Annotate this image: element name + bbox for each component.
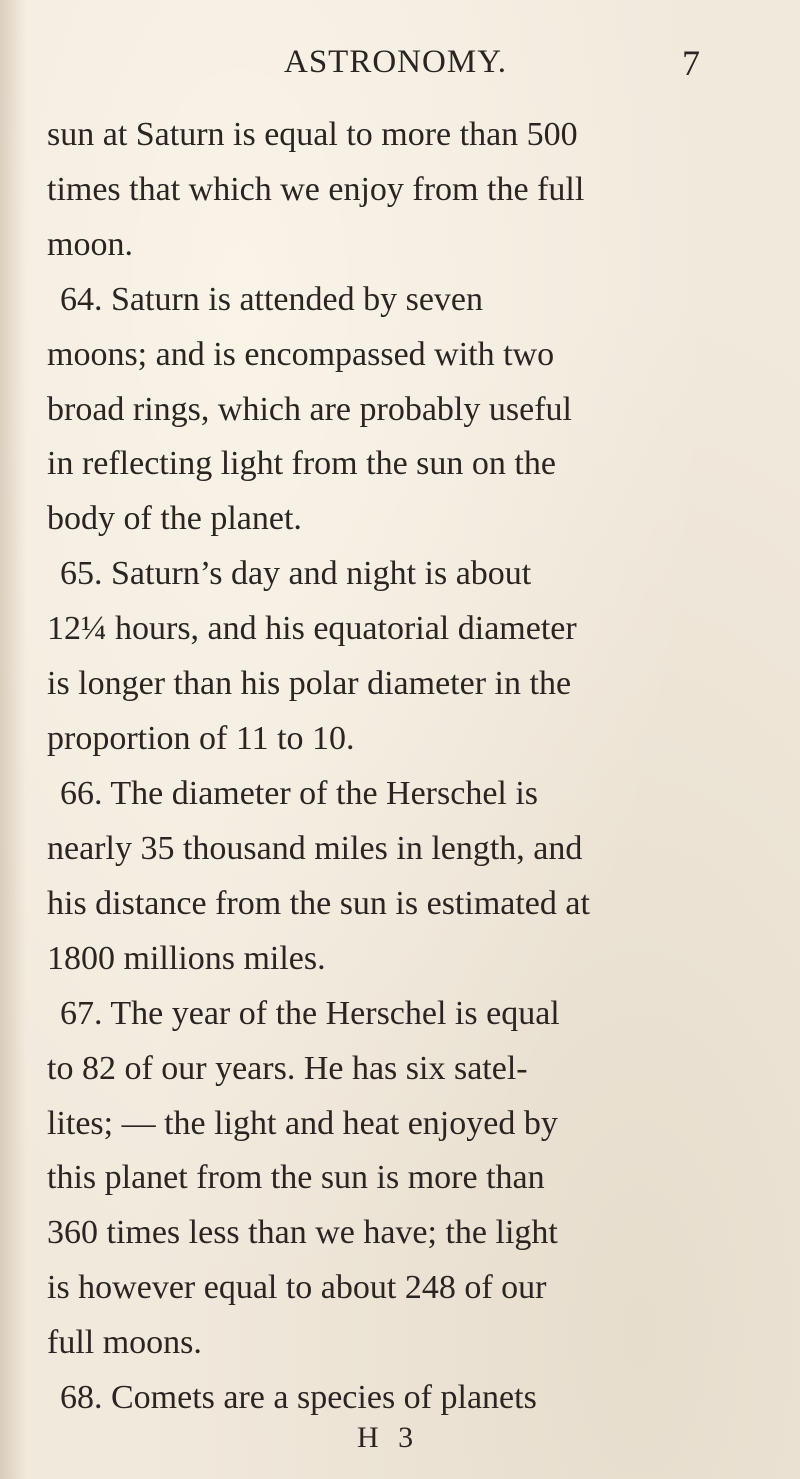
text-line: 67. The year of the Herschel is equal: [60, 995, 560, 1032]
text-line: body of the planet.: [47, 500, 302, 537]
page-number: 7: [682, 43, 700, 83]
text-line: in reflecting light from the sun on the: [47, 445, 556, 482]
text-line: full moons.: [47, 1324, 202, 1361]
text-line: is however equal to about 248 of our: [47, 1269, 547, 1306]
text-line: broad rings, which are probably useful: [47, 391, 572, 428]
text-line: lites; — the light and heat enjoyed by: [47, 1105, 558, 1142]
text-line: 12¼ hours, and his equatorial diameter: [47, 610, 577, 647]
text-line: 68. Comets are a species of planets: [60, 1379, 537, 1416]
text-line: this planet from the sun is more than: [47, 1159, 545, 1196]
text-line: 65. Saturn’s day and night is about: [60, 555, 532, 592]
text-line: 64. Saturn is attended by seven: [60, 281, 484, 318]
text-line: sun at Saturn is equal to more than 500: [47, 116, 578, 153]
text-line: times that which we enjoy from the full: [47, 171, 585, 208]
page-gutter-shadow: [0, 0, 26, 1479]
text-line: moons; and is encompassed with two: [47, 336, 555, 373]
text-line: his distance from the sun is estimated at: [47, 885, 590, 922]
text-line: proportion of 11 to 10.: [47, 720, 355, 757]
text-line: nearly 35 thousand miles in length, and: [47, 830, 583, 867]
text-line: moon.: [47, 226, 133, 263]
text-line: to 82 of our years. He has six satel-: [47, 1050, 528, 1087]
text-line: is longer than his polar diameter in the: [47, 665, 572, 702]
text-line: 360 times less than we have; the light: [47, 1214, 558, 1251]
text-line: 1800 millions miles.: [47, 940, 326, 977]
text-line: 66. The diameter of the Herschel is: [60, 775, 539, 812]
signature-mark: H 3: [357, 1421, 420, 1454]
running-head: ASTRONOMY.: [284, 44, 508, 80]
page-header: [0, 44, 800, 84]
